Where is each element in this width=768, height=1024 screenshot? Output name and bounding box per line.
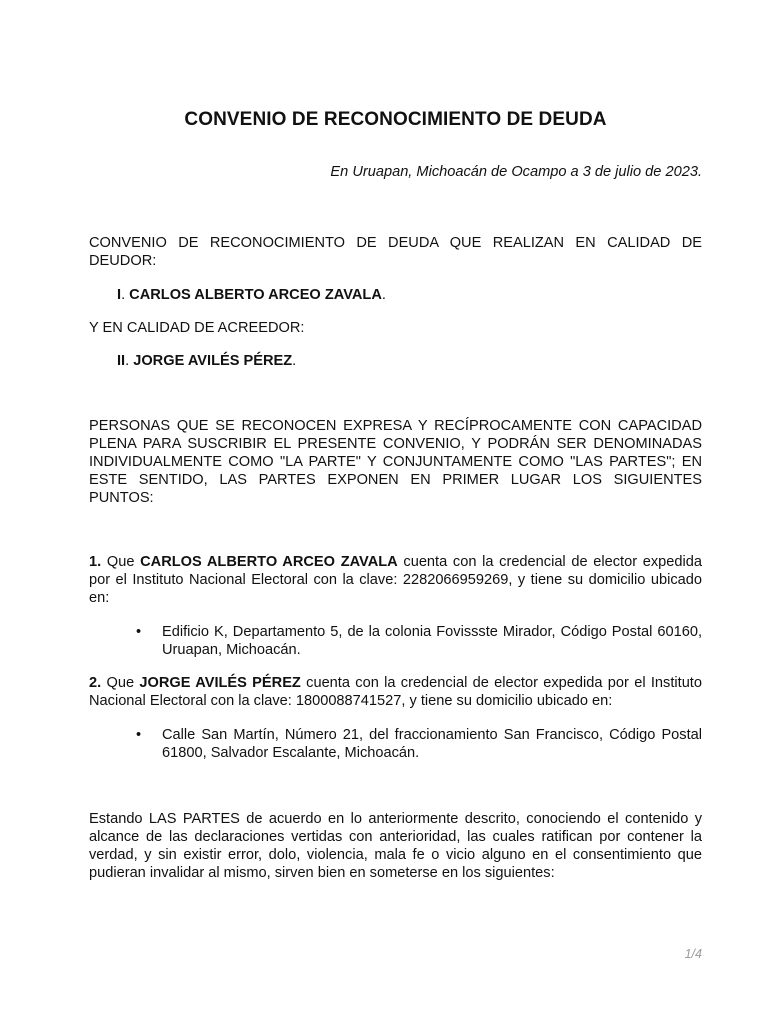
point-2-number: 2.: [89, 675, 102, 691]
point-2-que: Que: [106, 675, 135, 691]
debtor-number: I: [117, 287, 122, 303]
point-1-paragraph: [89, 553, 702, 607]
point-1-text: cuenta con la credencial de elector expedida por el Instituto Nacional Electoral con la clave: 2282066959269, y tiene su domicilio ubicado en:: [89, 554, 702, 606]
point-2-text: cuenta con la credencial de elector expedida por el Instituto Nacional Electoral con la clave: 1800088741527, y tiene su domicilio ubicado en:: [89, 675, 702, 709]
bullet-icon: •: [136, 727, 142, 743]
place-date: En Uruapan, Michoacán de Ocampo a 3 de julio de 2023.: [330, 164, 702, 180]
debtor-name: CARLOS ALBERTO ARCEO ZAVALA: [129, 287, 382, 303]
intro-paragraph: CONVENIO DE RECONOCIMIENTO DE DEUDA QUE REALIZAN EN CALIDAD DE DEUDOR:: [89, 235, 702, 269]
point-2-address-item: [136, 726, 702, 762]
point-2-address: Calle San Martín, Número 21, del fraccionamiento San Francisco, Código Postal 61800, Salvador Escalante, Michoacán.: [162, 727, 702, 761]
persons-paragraph: PERSONAS QUE SE RECONOCEN EXPRESA Y RECÍPROCAMENTE CON CAPACIDAD PLENA PARA SUSCRIBIR EL PRESENTE CONVENIO, Y PODRÁN SER DENOMINADAS INDIVIDUALMENTE COMO "LA PARTE" Y CONJUNTAMENTE COMO "LAS PARTES"; EN ESTE SENTIDO, LAS PARTES EXPONEN EN PRIMER LUGAR LOS SIGUIENTES PUNTOS:: [89, 418, 702, 506]
point-2-paragraph: [89, 674, 702, 710]
point-1-number: 1.: [89, 554, 102, 570]
point-1-name: CARLOS ALBERTO ARCEO ZAVALA: [140, 554, 398, 570]
debtor-line: I. CARLOS ALBERTO ARCEO ZAVALA.: [117, 287, 386, 303]
page-number: 1/4: [684, 947, 702, 961]
creditor-number: II: [117, 353, 126, 369]
point-1-address: Edificio K, Departamento 5, de la colonia Fovissste Mirador, Código Postal 60160, Uruapan, Michoacán.: [162, 624, 702, 658]
creditor-name: JORGE AVILÉS PÉREZ: [133, 353, 293, 369]
bullet-icon: •: [136, 624, 142, 640]
closing-paragraph: Estando LAS PARTES de acuerdo en lo anteriormente descrito, conociendo el contenido y alcance de las declaraciones vertidas con anterioridad, las cuales ratifican por contener la verdad, y sin existir error, dolo, violencia, mala fe o vicio alguno en el consentimiento que pudieran invalidar al mismo, sirven bien en someterse en los siguientes:: [89, 811, 702, 881]
document-page: [89, 0, 702, 1024]
document-title: CONVENIO DE RECONOCIMIENTO DE DEUDA: [184, 109, 607, 130]
point-1-que: Que: [106, 554, 135, 570]
point-1-address-item: [136, 623, 702, 659]
creditor-heading: Y EN CALIDAD DE ACREEDOR:: [89, 320, 305, 336]
creditor-line: II. JORGE AVILÉS PÉREZ.: [117, 353, 297, 369]
point-2-name: JORGE AVILÉS PÉREZ: [139, 675, 301, 691]
